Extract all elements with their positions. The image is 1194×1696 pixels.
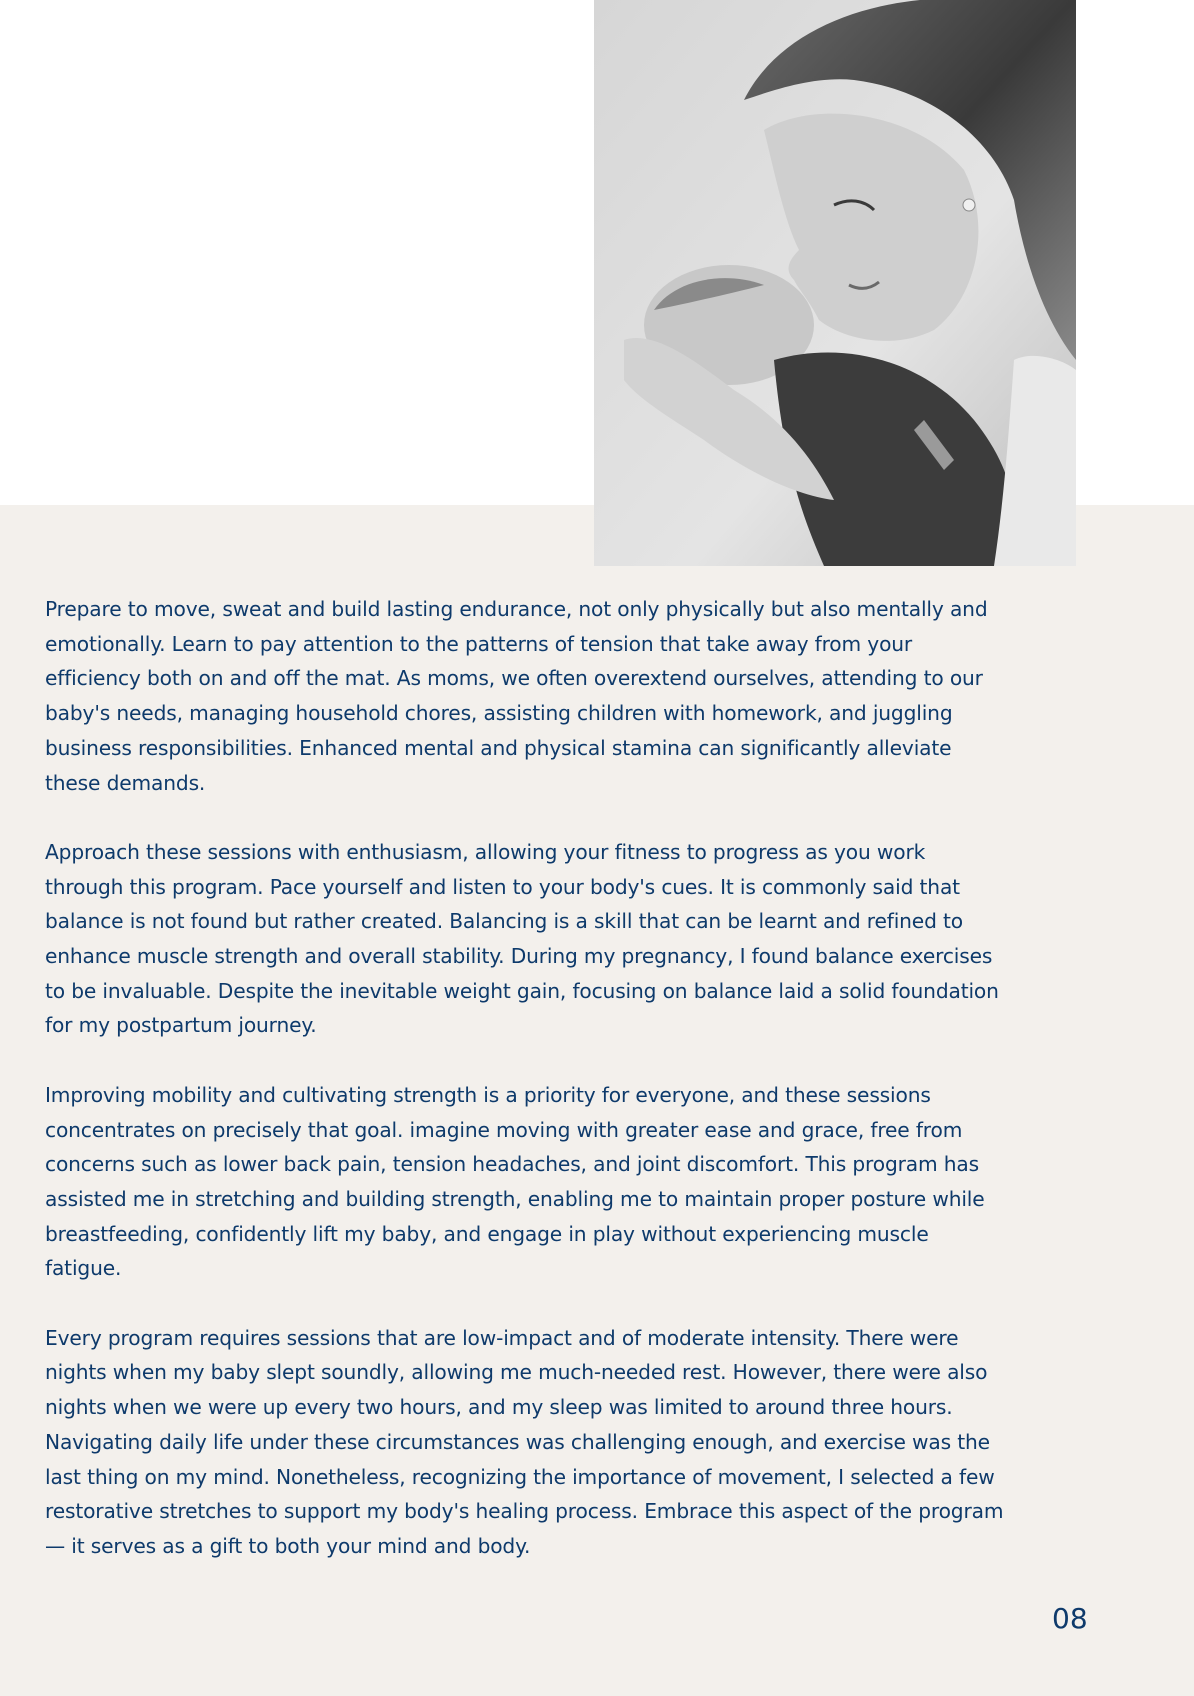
paragraph-mobility: [45, 1078, 1165, 1286]
page-number: 08: [1052, 1602, 1088, 1635]
text-line: Navigating daily life under these circumstances was challenging enough, and exercise was the: [45, 1429, 990, 1454]
text-line: baby's needs, managing household chores, assisting children with homework, and juggling: [45, 701, 953, 726]
text-line: last thing on my mind. Nonetheless, recognizing the importance of movement, I selected a few: [45, 1464, 995, 1489]
text-line: — it serves as a gift to both your mind and body.: [45, 1533, 531, 1558]
text-line: through this program. Pace yourself and listen to your body's cues. It is commonly said that: [45, 874, 960, 899]
text-line: Every program requires sessions that are low-impact and of moderate intensity. There were: [45, 1325, 959, 1350]
mother-baby-photo: [594, 0, 1076, 566]
text-line: nights when my baby slept soundly, allowing me much-needed rest. However, there were also: [45, 1360, 988, 1385]
text-line: restorative stretches to support my body's healing process. Embrace this aspect of the program: [45, 1499, 1004, 1524]
photo-mother-baby-icon: [594, 0, 1076, 566]
text-line: to be invaluable. Despite the inevitable weight gain, focusing on balance laid a solid foundation: [45, 978, 999, 1003]
paragraph-balance: [45, 835, 1165, 1043]
text-line: for my postpartum journey.: [45, 1013, 317, 1038]
text-line: concentrates on precisely that goal. imagine moving with greater ease and grace, free from: [45, 1117, 963, 1142]
text-line: balance is not found but rather created. Balancing is a skill that can be learnt and refined to: [45, 909, 963, 934]
text-line: Prepare to move, sweat and build lasting endurance, not only physically but also mentally and: [45, 597, 988, 621]
paragraph-endurance: [45, 592, 1165, 800]
text-line: Approach these sessions with enthusiasm, allowing your fitness to progress as you work: [45, 839, 926, 864]
body-text: [45, 592, 1165, 1598]
text-line: breastfeeding, confidently lift my baby, and engage in play without experiencing muscle: [45, 1221, 929, 1246]
text-line: fatigue.: [45, 1256, 122, 1281]
text-line: emotionally. Learn to pay attention to the patterns of tension that take away from your: [45, 631, 913, 656]
text-line: efficiency both on and off the mat. As moms, we often overextend ourselves, attending to our: [45, 666, 983, 691]
text-line: assisted me in stretching and building strength, enabling me to maintain proper posture while: [45, 1186, 985, 1211]
text-line: nights when we were up every two hours, and my sleep was limited to around three hours.: [45, 1395, 953, 1420]
text-line: Improving mobility and cultivating strength is a priority for everyone, and these sessions: [45, 1082, 931, 1107]
text-line: business responsibilities. Enhanced mental and physical stamina can significantly alleviate: [45, 735, 952, 760]
text-line: concerns such as lower back pain, tension headaches, and joint discomfort. This program has: [45, 1152, 979, 1177]
paragraph-restorative: [45, 1321, 1165, 1564]
text-line: these demands.: [45, 770, 206, 795]
text-line: enhance muscle strength and overall stability. During my pregnancy, I found balance exercises: [45, 944, 993, 969]
